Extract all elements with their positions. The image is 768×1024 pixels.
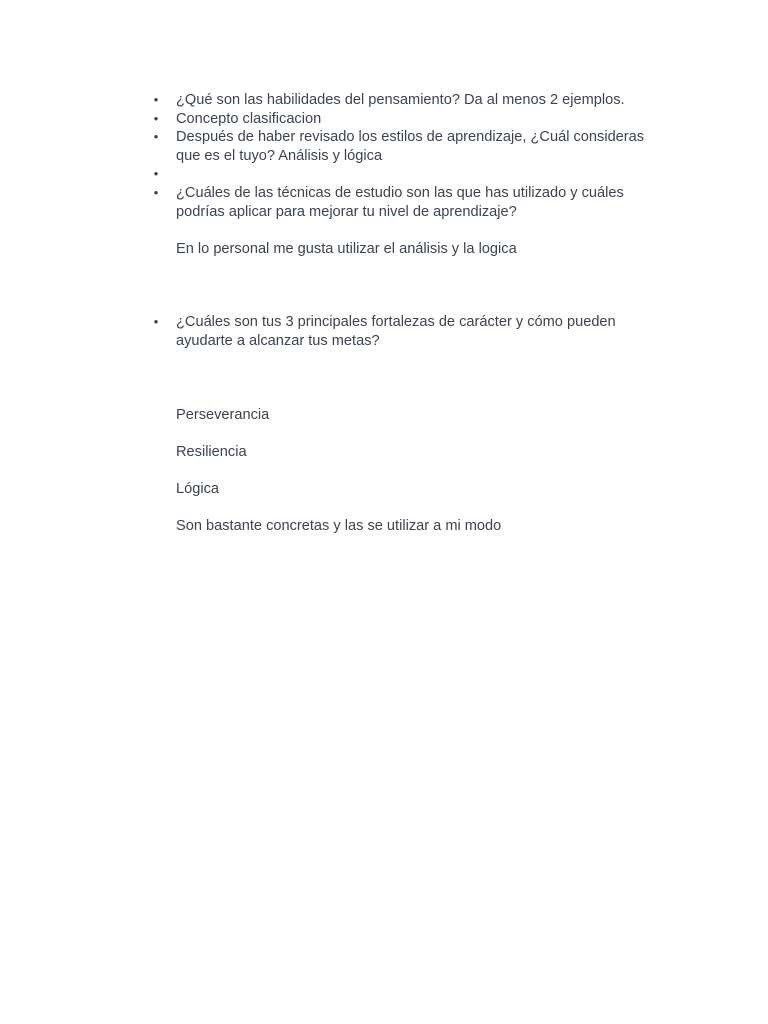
list-item — [153, 110, 656, 129]
list-item — [153, 313, 656, 350]
document-body — [153, 91, 656, 536]
strength-item: Perseverancia — [176, 406, 270, 423]
list-item-empty — [153, 165, 656, 184]
question-thinking-skills: ¿Qué son las habilidades del pensamiento? Da al menos 2 ejemplos. — [176, 92, 625, 108]
list-item — [153, 91, 656, 110]
closing-paragraph: Son bastante concretas y las se utilizar a mi modo — [176, 518, 502, 535]
answer-paragraph: En lo personal me gusta utilizar el análisis y la logica — [176, 240, 517, 257]
question-study-techniques: ¿Cuáles de las técnicas de estudio son las que has utilizado y cuáles podrías aplicar para mejorar tu nivel de aprendizaje? — [176, 184, 624, 220]
bullet-icon: • — [153, 184, 159, 200]
bullet-icon: • — [153, 129, 159, 145]
question-strengths: ¿Cuáles son tus 3 principales fortalezas de carácter y cómo pueden ayudarte a alcanzar tus metas? — [176, 314, 616, 349]
list-item — [153, 128, 656, 165]
bullet-icon: • — [153, 110, 159, 126]
item-concept: Concepto clasificacion — [176, 110, 322, 127]
bullet-icon: • — [153, 92, 159, 107]
question-learning-style: Después de haber revisado los estilos de aprendizaje, ¿Cuál consideras que es el tuyo? Análisis y lógica — [176, 129, 645, 164]
strength-item: Resiliencia — [176, 443, 247, 460]
empty-item — [176, 166, 180, 182]
strength-item: Lógica — [176, 480, 220, 497]
bullet-icon: • — [153, 314, 159, 330]
bullet-icon: • — [153, 166, 159, 182]
list-item — [153, 184, 656, 221]
